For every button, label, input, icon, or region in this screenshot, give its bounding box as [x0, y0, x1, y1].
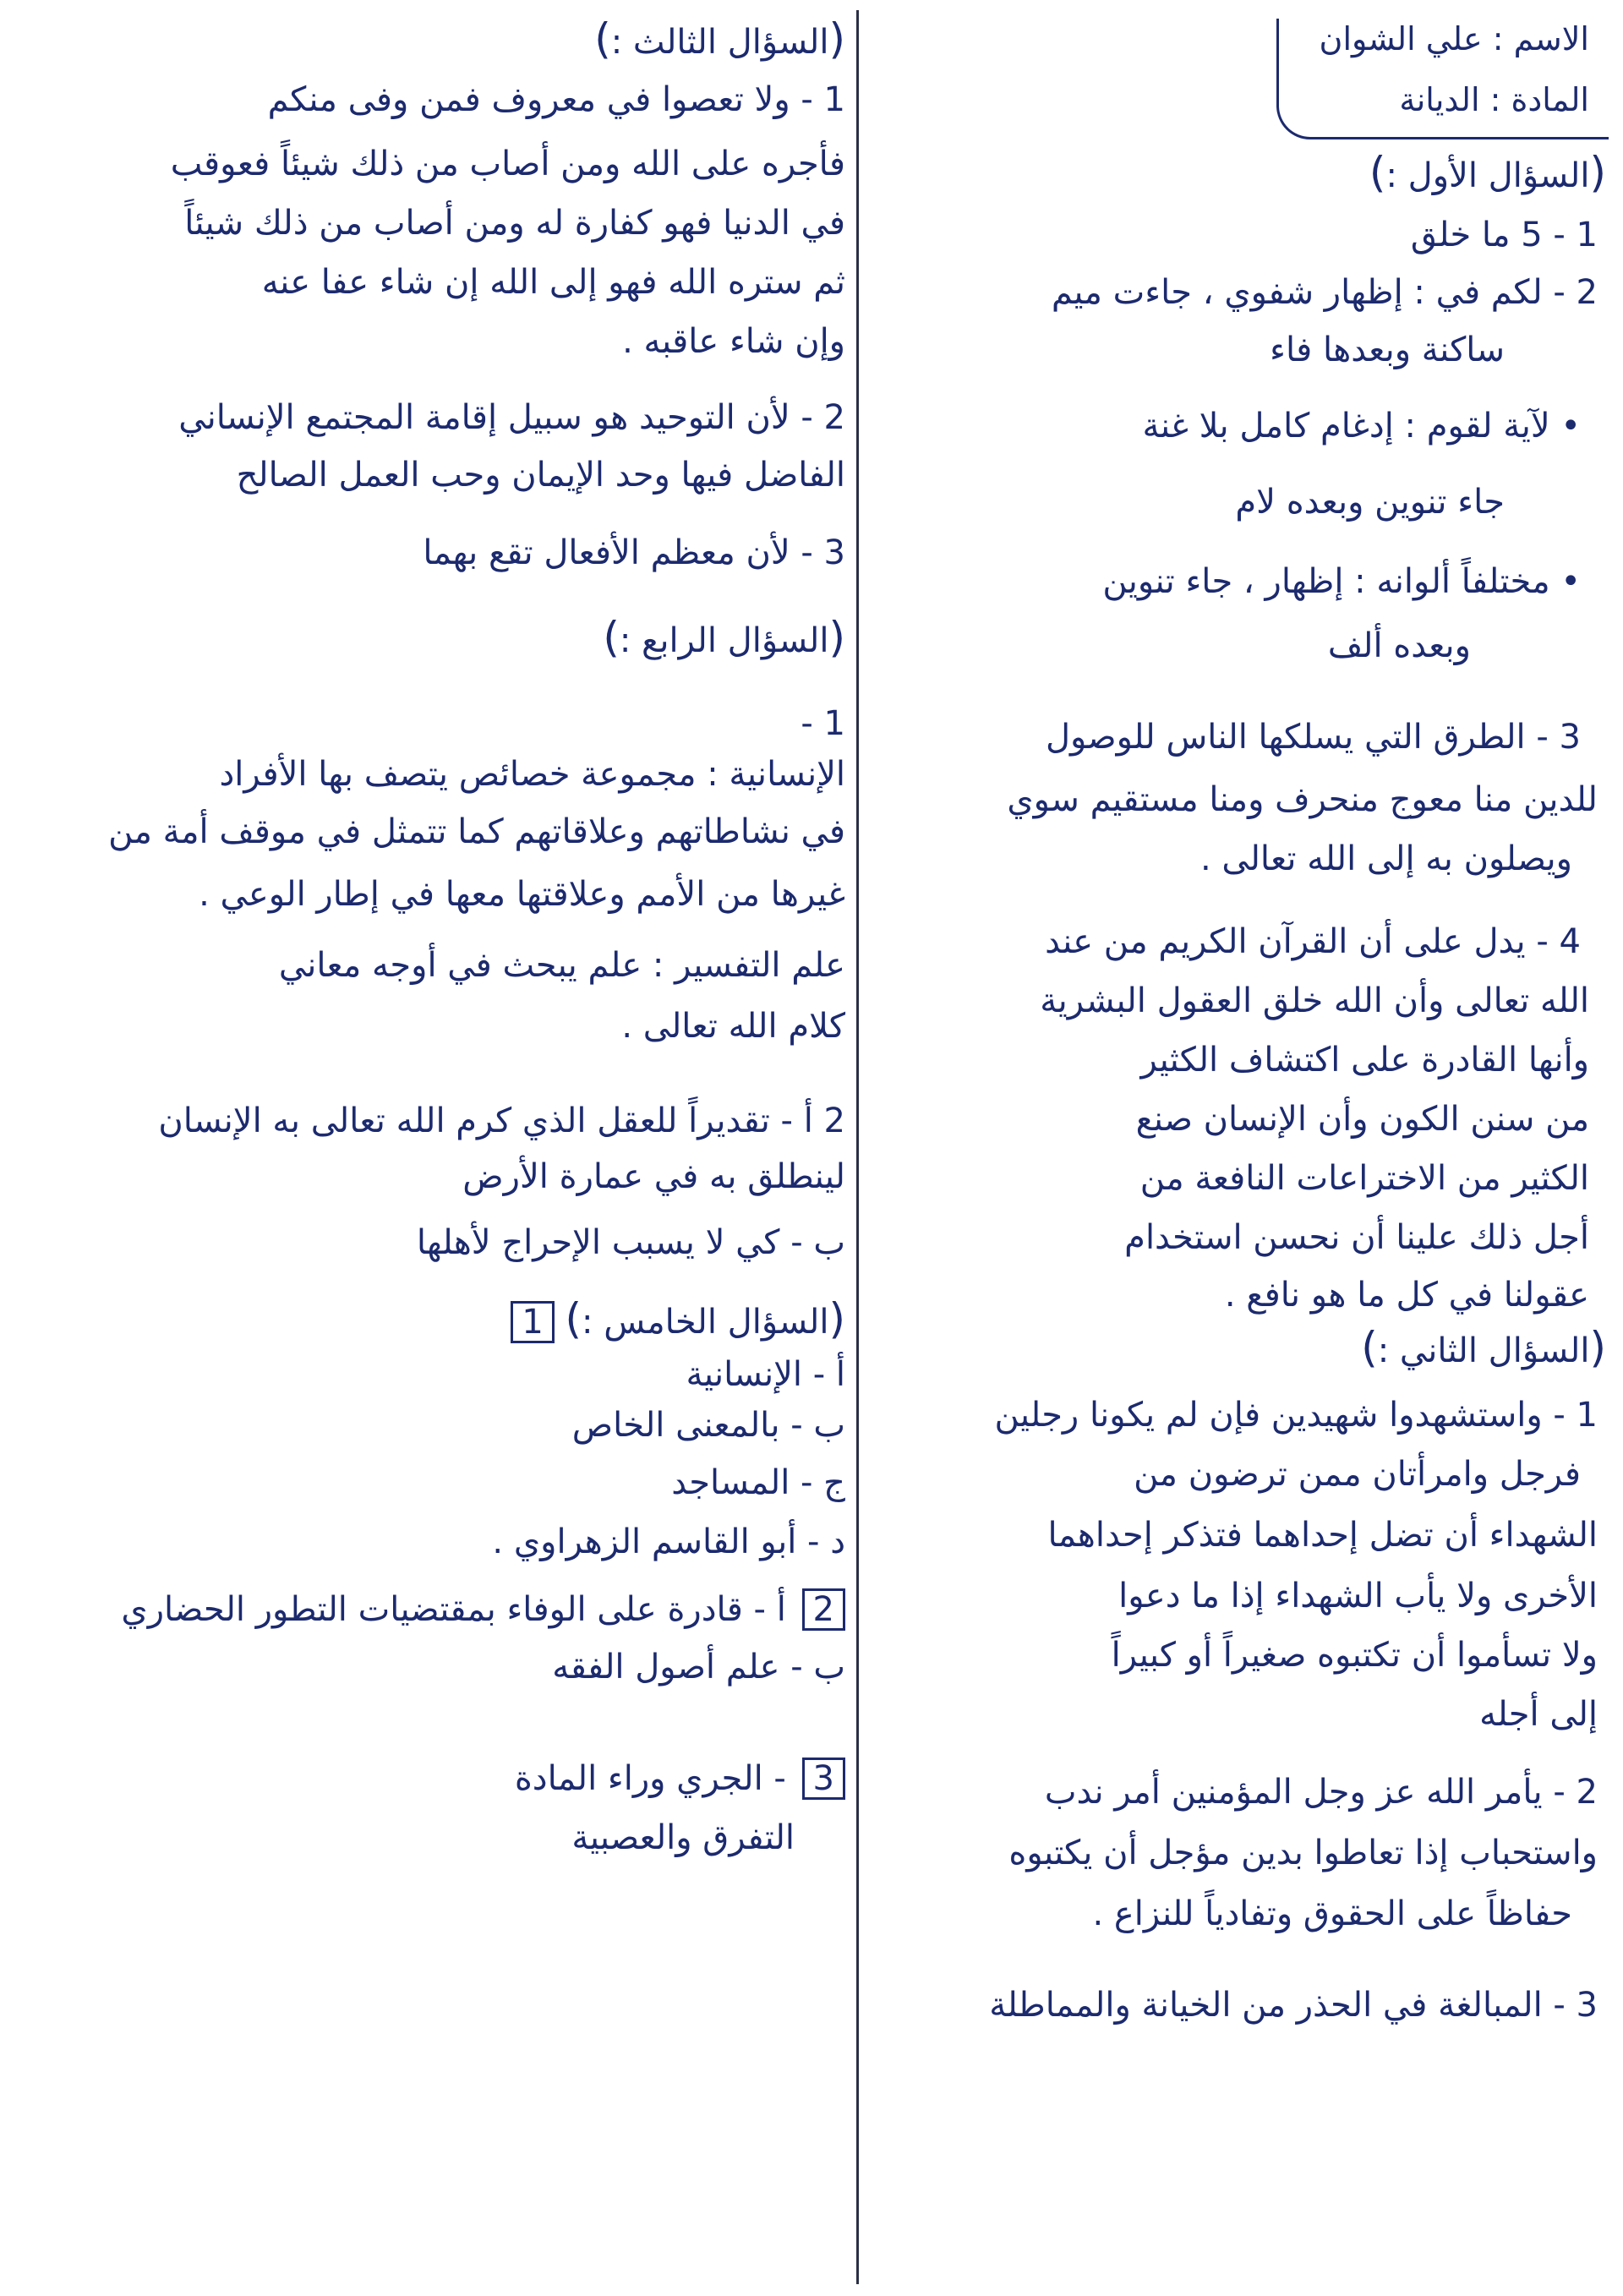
answer-line: للدين منا معوج منحرف ومنا مستقيم سوي [1007, 780, 1598, 819]
answer-line: ب - كي لا يسبب الإحراج لأهلها [416, 1223, 845, 1262]
answer-line: حفاظاً على الحقوق وتفادياً للنزاع . [1092, 1894, 1572, 1933]
answer-line: 2 - يأمر الله عز وجل المؤمنين أمر ندب [1044, 1773, 1598, 1812]
answer-line: ويصلون به إلى الله تعالى . [1199, 839, 1572, 878]
answer-line: واستحباب إذا تعاطوا بدين مؤجل أن يكتبوه [1008, 1834, 1598, 1872]
answer-line: غيرها من الأمم وعلاقتها معها في إطار الوعي . [199, 875, 845, 914]
answer-line: 3 - المبالغة في الحذر من الخيانة والمماطلة [989, 1986, 1598, 2025]
answer-line: 1 - [801, 704, 845, 743]
item-number-box: 2 [802, 1588, 845, 1631]
student-name: الاسم : علي الشوان [1319, 20, 1589, 57]
answer-line: ثم ستره الله فهو إلى الله إن شاء عفا عنه [261, 263, 845, 302]
answer-line: لينطلق به في عمارة الأرض [462, 1157, 845, 1196]
answer-line: 3 - لأن معظم الأفعال تقع بهما [423, 533, 845, 572]
answer-line: في نشاطاتهم وعلاقاتهم كما تتمثل في موقف أمة من [108, 812, 845, 851]
answer-line: ساكنة وبعدها فاء [1270, 331, 1505, 369]
answer-line: وأنها القادرة على اكتشاف الكثير [1140, 1041, 1589, 1080]
question-5-heading: (السؤال الخامس :) 1 [505, 1297, 845, 1344]
answer-line: وبعده ألف [1327, 626, 1471, 665]
answer-line: الأخرى ولا يأب الشهداء إذا ما دعوا [1118, 1577, 1598, 1615]
question-1-heading: (السؤال الأول :) [1369, 148, 1606, 197]
answer-line: 2 أ - قادرة على الوفاء بمقتضيات التطور الحضاري [121, 1588, 845, 1632]
question-3-heading: (السؤال الثالث :) [594, 14, 845, 63]
answer-line: في الدنيا فهو كفارة له ومن أصاب من ذلك شيئاً [184, 204, 845, 243]
answer-line: 2 - لكم في : إظهار شفوي ، جاءت ميم [1051, 273, 1598, 312]
answer-line: ب - علم أصول الفقه [552, 1648, 845, 1686]
answer-line: د - أبو القاسم الزهراوي . [492, 1522, 845, 1561]
answer-line: إلى أجله [1479, 1695, 1598, 1734]
answer-line: 3 - الطرق التي يسلكها الناس للوصول [1045, 718, 1581, 757]
answer-line: كلام الله تعالى . [621, 1007, 845, 1046]
answer-line: ولا تسأموا أن تكتبوه صغيراً أو كبيراً [1111, 1636, 1598, 1675]
answer-line: 2 أ - تقديراً للعقل الذي كرم الله تعالى به الإنسان [158, 1102, 845, 1140]
answer-line: وإن شاء عاقبه . [622, 322, 845, 361]
answer-line: • مختلفاً ألوانه : إظهار ، جاء تنوين [1102, 562, 1581, 601]
answer-line: التفرق والعصبية [571, 1818, 795, 1857]
question-4-heading: (السؤال الرابع :) [603, 613, 845, 662]
answer-line: 1 - ولا تعصوا في معروف فمن وفى منكم [267, 80, 845, 119]
question-2-heading: (السؤال الثاني :) [1361, 1323, 1606, 1372]
answer-line: 3 - الجري وراء المادة [515, 1757, 845, 1801]
item-number-box: 3 [802, 1758, 845, 1800]
answer-line: 1 - 5 ما خلق [1410, 216, 1598, 254]
answer-line: الكثير من الاختراعات النافعة من [1139, 1159, 1589, 1198]
answer-line: الله تعالى وأن الله خلق العقول البشرية [1040, 981, 1589, 1020]
column-divider [856, 10, 859, 2284]
answer-line: علم التفسير : علم يبحث في أوجه معاني [278, 946, 845, 985]
answer-line: الإنسانية : مجموعة خصائص يتصف بها الأفراد [219, 755, 845, 794]
answer-line: • لآية لقوم : إدغام كامل بلا غنة [1142, 407, 1581, 446]
answer-line: الشهداء أن تضل إحداهما فتذكر إحداهما [1047, 1516, 1598, 1555]
answer-line: فأجره على الله ومن أصاب من ذلك شيئاً فعوقب [170, 145, 845, 183]
answer-line: جاء تنوين وبعده لام [1235, 483, 1505, 522]
answer-line: ب - بالمعنى الخاص [571, 1406, 845, 1445]
answer-line: أجل ذلك علينا أن نحسن استخدام [1124, 1218, 1589, 1257]
subject-name: المادة : الديانة [1399, 81, 1589, 118]
answer-line: 1 - واستشهدوا شهيدين فإن لم يكونا رجلين [994, 1396, 1598, 1435]
answer-line: ج - المساجد [671, 1463, 845, 1502]
answer-line: 4 - يدل على أن القرآن الكريم من عند [1045, 922, 1581, 961]
answer-line: أ - الإنسانية [686, 1355, 845, 1394]
answer-line: الفاضل فيها وحد الإيمان وحب العمل الصالح [236, 456, 845, 495]
answer-line: من سنن الكون وأن الإنسان صنع [1135, 1100, 1589, 1139]
answer-line: 2 - لأن التوحيد هو سبيل إقامة المجتمع الإنساني [178, 398, 845, 437]
item-number-box: 1 [511, 1301, 554, 1343]
answer-line: فرجل وامرأتان ممن ترضون من [1134, 1455, 1581, 1494]
answer-line: عقولنا في كل ما هو نافع . [1224, 1276, 1589, 1315]
